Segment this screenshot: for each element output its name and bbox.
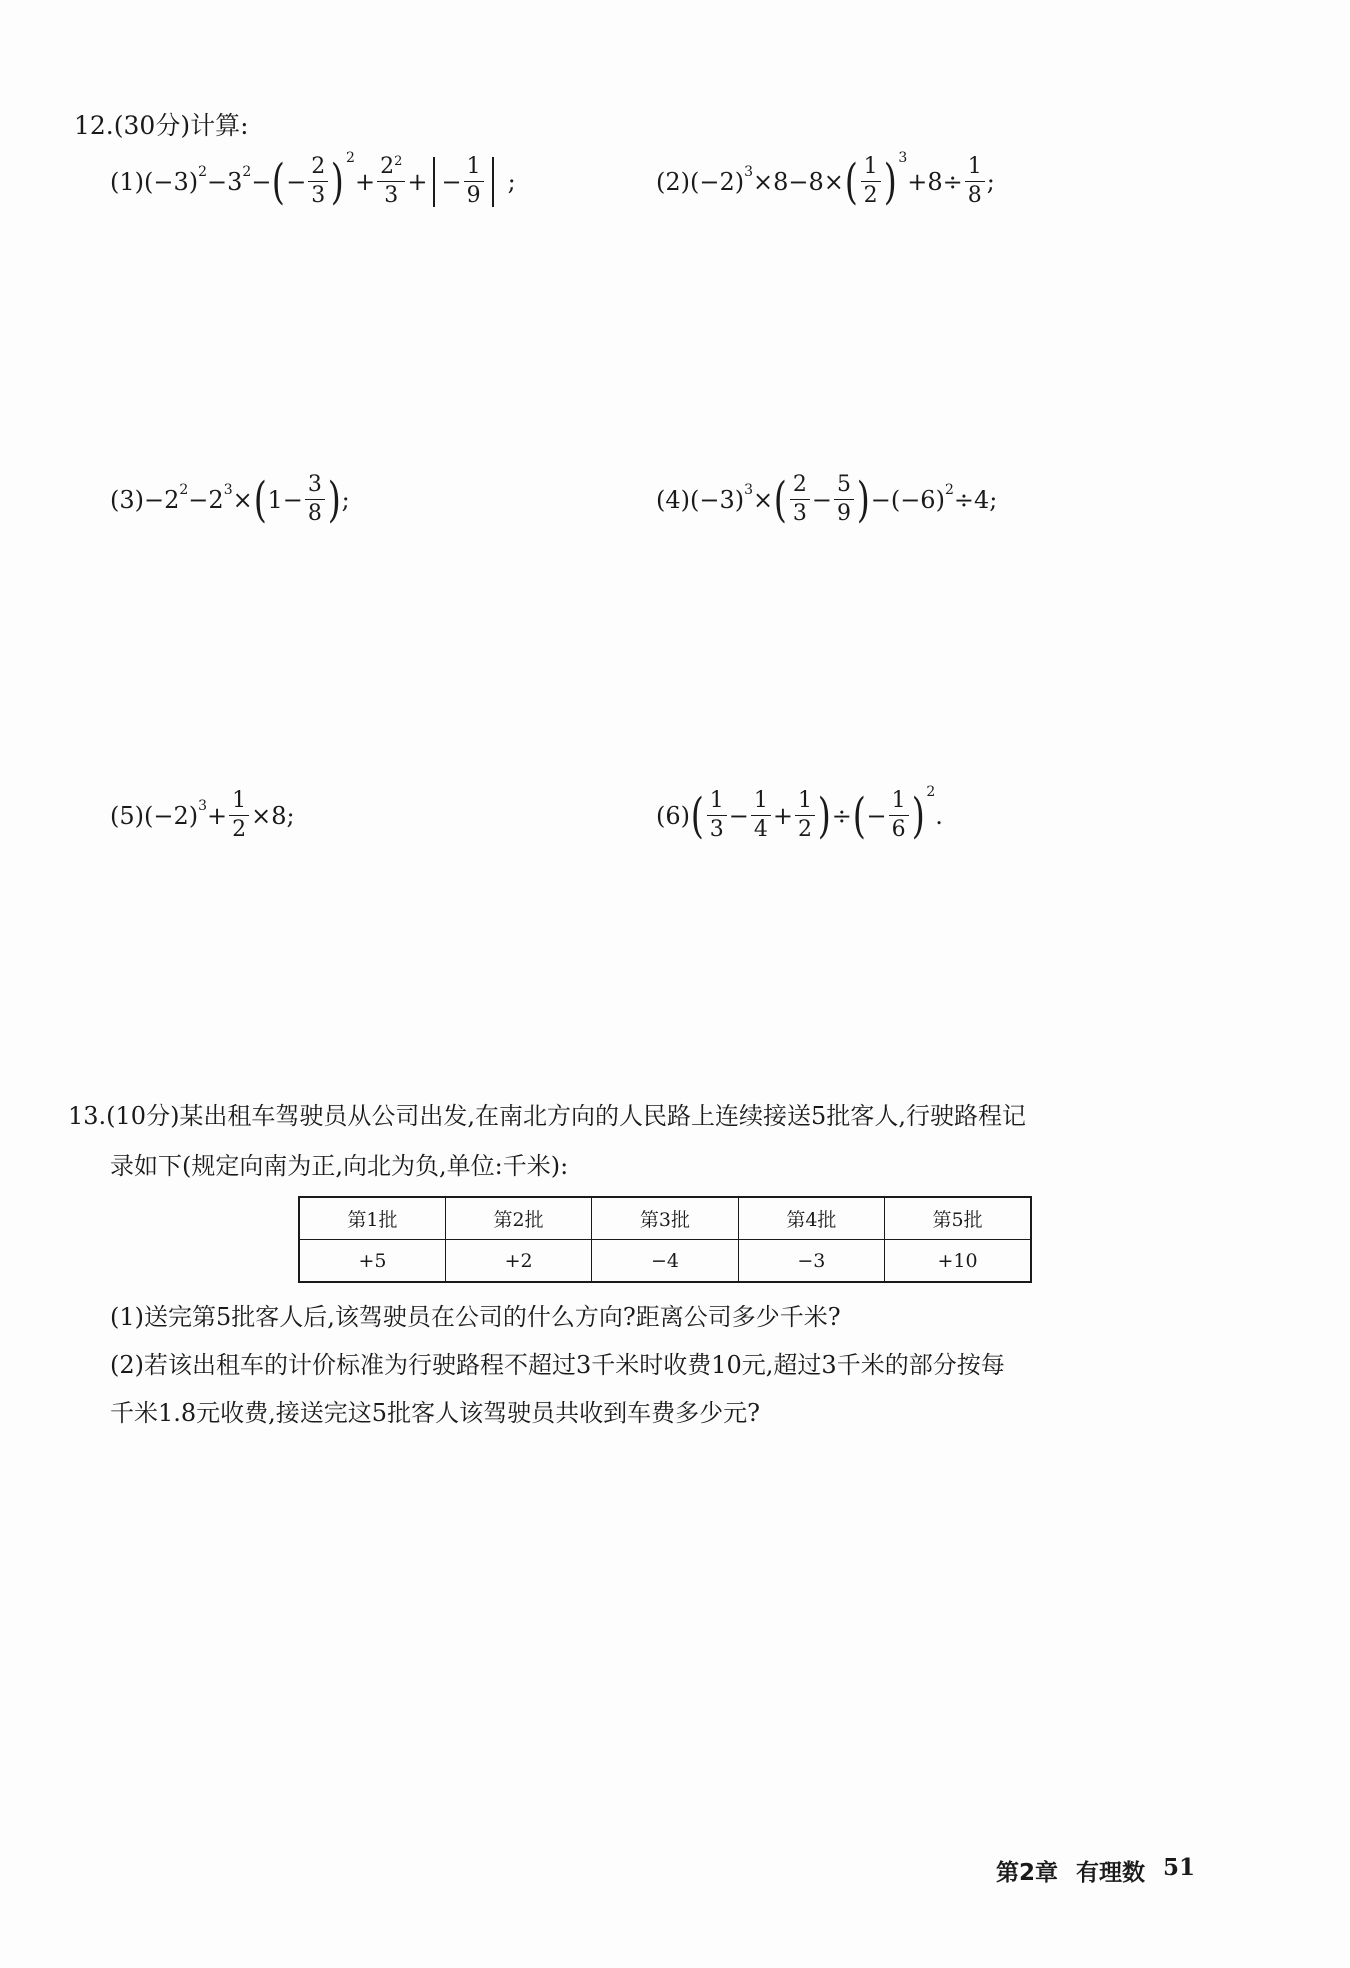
- numerator: 1: [965, 156, 985, 182]
- p2-term2: +8÷: [907, 167, 963, 196]
- denominator: 3: [709, 817, 724, 842]
- numerator: 2: [790, 474, 810, 500]
- p3-term2: ×: [232, 485, 253, 514]
- denominator: 2: [863, 183, 878, 208]
- p6-neg: −: [866, 801, 887, 830]
- chapter-title: 有理数: [1076, 1860, 1146, 1886]
- right-paren: ): [856, 471, 870, 528]
- p3-exp2: 3: [223, 481, 233, 498]
- question-13-sub2-line1: (2)若该出租车的计价标准为行驶路程不超过3千米时收费10元,超过3千米的部分按每: [110, 1351, 1005, 1379]
- p1-exp2: 2: [242, 163, 252, 180]
- table-header-cell: 第3批: [592, 1197, 738, 1240]
- left-paren: (: [852, 787, 866, 844]
- denominator: 4: [753, 817, 768, 842]
- right-paren: ): [331, 153, 345, 210]
- fraction: [308, 156, 328, 207]
- denominator: 6: [891, 817, 906, 842]
- table-cell: +10: [885, 1240, 1031, 1283]
- left-paren: (: [690, 787, 704, 844]
- trip-record-table: [298, 1196, 1032, 1283]
- problem-12-5: [110, 790, 295, 841]
- right-paren: ): [911, 787, 925, 844]
- left-paren: (: [272, 153, 286, 210]
- numerator: 3: [305, 474, 325, 500]
- numerator: 1: [464, 156, 484, 182]
- p1-end: ;: [507, 167, 516, 196]
- p5-term2: ×8;: [251, 801, 295, 830]
- p6-exp1: 2: [926, 783, 936, 800]
- denominator: 2: [232, 817, 247, 842]
- p5-term1: +: [207, 801, 228, 830]
- p4-label: (4)(−3): [656, 485, 745, 514]
- p6-div: ÷: [831, 801, 852, 830]
- p3-end: ;: [341, 485, 350, 514]
- table-cell: −4: [592, 1240, 738, 1283]
- problem-12-4: [656, 471, 998, 528]
- table-header-cell: 第5批: [885, 1197, 1031, 1240]
- denominator: 3: [311, 183, 326, 208]
- p3-one: 1−: [267, 485, 303, 514]
- table-cell: +5: [299, 1240, 445, 1283]
- fraction: [790, 474, 810, 525]
- fraction: [377, 156, 405, 207]
- denominator: 3: [792, 501, 807, 526]
- table-cell: −3: [738, 1240, 884, 1283]
- problem-12-3: [110, 471, 350, 528]
- fraction: [965, 156, 985, 207]
- table-header-row: [299, 1197, 1031, 1240]
- fraction: [464, 156, 484, 207]
- numerator: 5: [834, 474, 854, 500]
- p5-exp1: 3: [198, 797, 208, 814]
- table-row: [299, 1240, 1031, 1283]
- right-paren: ): [883, 153, 897, 210]
- fraction: [834, 474, 854, 525]
- p1-term1: −3: [207, 167, 243, 196]
- p1-term2: −: [251, 167, 272, 196]
- p6-end: .: [935, 801, 943, 830]
- numerator: 2: [308, 156, 328, 182]
- fraction: [889, 790, 909, 841]
- right-paren: ): [327, 471, 341, 528]
- numerator: 1: [795, 790, 815, 816]
- denominator: 2: [797, 817, 812, 842]
- page-number: 51: [1163, 1854, 1196, 1881]
- fraction: [751, 790, 771, 841]
- p1-label: (1)(−3): [110, 167, 199, 196]
- question-13-sub2-line2: 千米1.8元收费,接送完这5批客人该驾驶员共收到车费多少元?: [110, 1399, 760, 1427]
- table-cell: +2: [445, 1240, 591, 1283]
- p3-label: (3)−2: [110, 485, 180, 514]
- denominator: 3: [384, 183, 399, 208]
- denominator: 8: [967, 183, 982, 208]
- denominator: 9: [466, 183, 481, 208]
- numerator: 1: [889, 790, 909, 816]
- table-header-cell: 第2批: [445, 1197, 591, 1240]
- p1-neg2: −: [441, 167, 462, 196]
- question-13-line2: 录如下(规定向南为正,向北为负,单位:千米):: [110, 1152, 569, 1180]
- p1-exp3: 2: [346, 149, 355, 166]
- p4-minus: −: [811, 485, 832, 514]
- page-footer: [996, 1854, 1195, 1887]
- numerator: 1: [861, 156, 881, 182]
- p4-term1: ×: [753, 485, 774, 514]
- fraction: [305, 474, 325, 525]
- p4-term3: ÷4;: [953, 485, 998, 514]
- left-paren: (: [844, 153, 858, 210]
- table-header-cell: 第4批: [738, 1197, 884, 1240]
- abs-bar-left: [433, 157, 435, 207]
- fraction: [707, 790, 727, 841]
- problem-12-2: [656, 149, 995, 210]
- numerator: 1: [751, 790, 771, 816]
- table-header-cell: 第1批: [299, 1197, 445, 1240]
- fraction: [795, 790, 815, 841]
- problem-12-6: [656, 783, 943, 844]
- p4-term2: −(−6): [870, 485, 945, 514]
- p5-label: (5)(−2): [110, 801, 199, 830]
- p1-exp1: 2: [198, 163, 208, 180]
- p1-plus: +: [354, 167, 376, 196]
- p4-exp2: 2: [944, 481, 954, 498]
- p2-end: ;: [986, 167, 995, 196]
- p2-term1: ×8−8×: [753, 167, 844, 196]
- fraction: [861, 156, 881, 207]
- question-13-sub1: (1)送完第5批客人后,该驾驶员在公司的什么方向?距离公司多少千米?: [110, 1303, 841, 1331]
- p1-neg: −: [286, 167, 307, 196]
- question-12-header: 12.(30分)计算:: [74, 111, 249, 140]
- p3-term1: −2: [188, 485, 224, 514]
- p2-exp1: 3: [744, 163, 754, 180]
- question-13-line1: 13.(10分)某出租车驾驶员从公司出发,在南北方向的人民路上连续接送5批客人,行驶路程记: [68, 1102, 1026, 1130]
- left-paren: (: [773, 471, 788, 528]
- numerator: 1: [707, 790, 727, 816]
- problem-12-1: [110, 149, 516, 210]
- p2-label: (2)(−2): [656, 167, 745, 196]
- p6-label: (6): [656, 801, 690, 830]
- p3-exp1: 2: [179, 481, 189, 498]
- numerator: $2^2$: [377, 156, 405, 182]
- fraction: [229, 790, 249, 841]
- left-paren: (: [253, 471, 267, 528]
- denominator: 9: [836, 501, 851, 526]
- numerator: 1: [229, 790, 249, 816]
- chapter-number: 第2章: [996, 1860, 1059, 1886]
- abs-bar-right: [492, 157, 494, 207]
- right-paren: ): [817, 787, 831, 844]
- denominator: 8: [307, 501, 322, 526]
- p6-m1: −: [728, 801, 749, 830]
- p1-plus2: +: [407, 167, 428, 196]
- p6-p1: +: [772, 801, 793, 830]
- p4-exp1: 3: [744, 481, 754, 498]
- p2-exp2: 3: [898, 149, 908, 166]
